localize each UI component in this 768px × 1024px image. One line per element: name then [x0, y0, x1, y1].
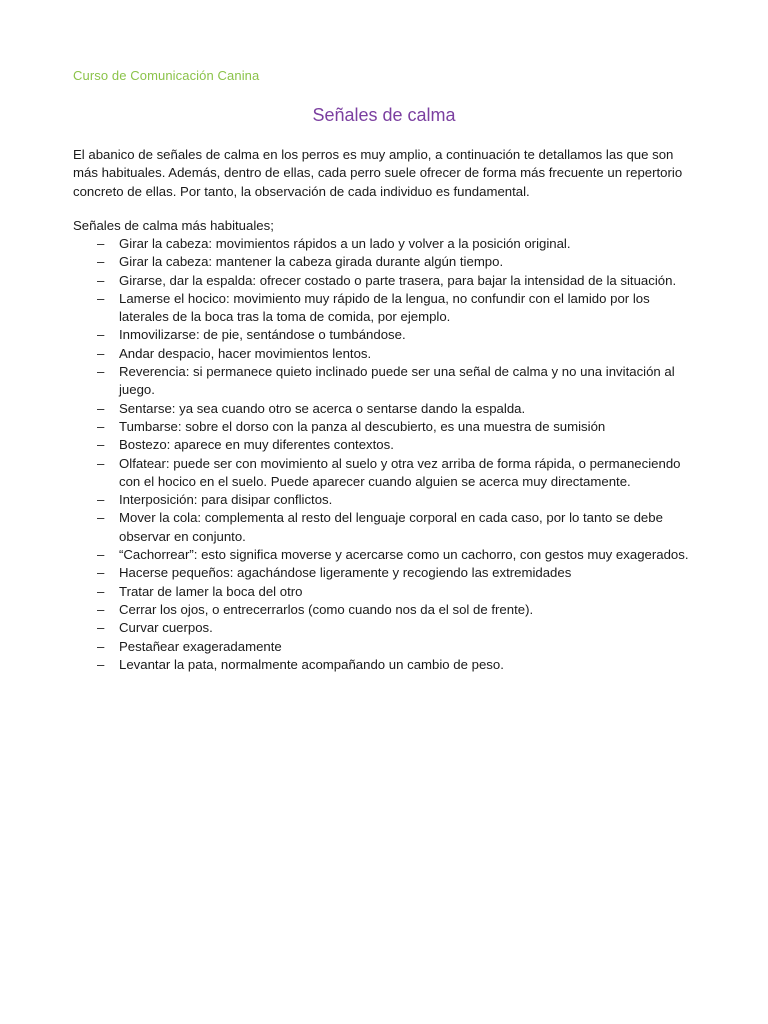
list-item-text: Girar la cabeza: mantener la cabeza girada durante algún tiempo. [119, 254, 504, 270]
list-item-text: Bostezo: aparece en muy diferentes contextos. [119, 437, 394, 453]
list-bullet-dash: – [97, 364, 105, 380]
list-item-text: Mover la cola: complementa al resto del lenguaje corporal en cada caso, por lo tanto se debe observar en conjunto. [119, 510, 663, 544]
list-item [73, 601, 698, 619]
list-item-text: Cerrar los ojos, o entrecerrarlos (como cuando nos da el sol de frente). [119, 601, 534, 617]
course-header-label: Curso de Comunicación Canina [73, 68, 260, 83]
list-bullet-dash: – [97, 583, 105, 599]
list-bullet-dash: – [97, 437, 105, 453]
list-item-text: Tumbarse: sobre el dorso con la panza al descubierto, es una muestra de sumisión [119, 418, 606, 434]
list-bullet-dash: – [97, 455, 105, 471]
list-item [73, 326, 698, 344]
list-bullet-dash: – [97, 547, 105, 563]
list-bullet-dash: – [97, 290, 105, 306]
list-item [73, 253, 698, 271]
list-bullet-dash: – [97, 510, 105, 526]
list-heading: Señales de calma más habituales; [73, 218, 274, 233]
list-item-text: Curvar cuerpos. [119, 620, 213, 636]
list-item-text: Pestañear exageradamente [119, 638, 282, 654]
list-item [73, 345, 698, 363]
list-item [73, 491, 698, 509]
list-bullet-dash: – [97, 418, 105, 434]
list-item [73, 583, 698, 601]
list-item-text: Girarse, dar la espalda: ofrecer costado o parte trasera, para bajar la intensidad de la situación. [119, 272, 677, 288]
list-item-text: Inmovilizarse: de pie, sentándose o tumbándose. [119, 327, 406, 343]
page-title: Señales de calma [312, 105, 456, 125]
list-bullet-dash: – [97, 345, 105, 361]
list-item [73, 436, 698, 454]
list-bullet-dash: – [97, 601, 105, 617]
list-item [73, 290, 698, 327]
list-item [73, 619, 698, 637]
list-bullet-dash: – [97, 492, 105, 508]
list-item [73, 400, 698, 418]
list-bullet-dash: – [97, 327, 105, 343]
list-item [73, 235, 698, 253]
list-item [73, 363, 698, 400]
list-bullet-dash: – [97, 236, 105, 251]
list-item [73, 272, 698, 290]
list-item [73, 455, 698, 492]
list-item-text: Tratar de lamer la boca del otro [119, 583, 303, 599]
list-item-text: Girar la cabeza: movimientos rápidos a un lado y volver a la posición original. [119, 236, 571, 251]
list-bullet-dash: – [97, 656, 105, 672]
list-bullet-dash: – [97, 272, 105, 288]
list-bullet-dash: – [97, 565, 105, 581]
list-item-text: Reverencia: si permanece quieto inclinado puede ser una señal de calma y no una invitación al juego. [119, 364, 675, 398]
list-item [73, 638, 698, 656]
list-item [73, 418, 698, 436]
list-bullet-dash: – [97, 620, 105, 636]
list-item [73, 546, 698, 564]
list-item-text: Interposición: para disipar conflictos. [119, 492, 333, 508]
list-item-text: Sentarse: ya sea cuando otro se acerca o sentarse dando la espalda. [119, 400, 526, 416]
list-item-text: Olfatear: puede ser con movimiento al suelo y otra vez arriba de forma rápida, o permaneciendo con el hocico en el suelo. Puede aparecer cuando alguien se acerca muy directamente. [119, 455, 681, 489]
list-item [73, 656, 698, 674]
list-item [73, 564, 698, 582]
list-item-text: Lamerse el hocico: movimiento muy rápido de la lengua, no confundir con el lamido por los laterales de la boca tras la toma de comida, por ejemplo. [119, 290, 650, 325]
list-bullet-dash: – [97, 638, 105, 654]
list-item-text: “Cachorrear”: esto significa moverse y acercarse como un cachorro, con gestos muy exagerados. [119, 547, 689, 563]
list-item [73, 509, 698, 546]
list-item-text: Levantar la pata, normalmente acompañando un cambio de peso. [119, 656, 504, 672]
list-item-text: Andar despacio, hacer movimientos lentos. [119, 345, 372, 361]
intro-paragraph: El abanico de señales de calma en los perros es muy amplio, a continuación te detallamos las que son más habituales. Además, dentro de ellas, cada perro suele ofrecer de forma más frecuente un repertorio concreto de ellas. Por tanto, la observación de cada individuo es fundamental. [73, 147, 683, 199]
list-item-text: Hacerse pequeños: agachándose ligeramente y recogiendo las extremidades [119, 565, 572, 581]
list-bullet-dash: – [97, 254, 105, 270]
list-bullet-dash: – [97, 400, 105, 416]
calming-signals-list [73, 235, 698, 674]
